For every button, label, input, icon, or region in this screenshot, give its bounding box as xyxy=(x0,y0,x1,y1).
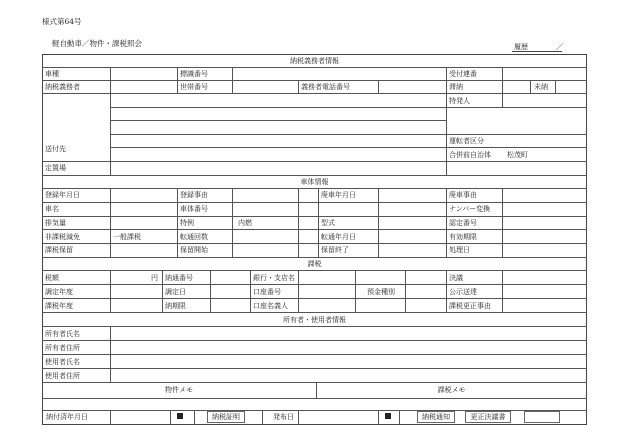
label-hold-start: 保留開始 xyxy=(180,246,208,254)
payment-certificate-button[interactable]: 納税証明 xyxy=(207,411,245,423)
issue-date-marker xyxy=(385,413,391,419)
section-vehicle-info: 車体情報 xyxy=(300,178,329,186)
label-transfer-date: 転通年月日 xyxy=(321,233,356,241)
label-hold-end: 保留終了 xyxy=(321,246,349,254)
label-plate-number: 標識番号 xyxy=(180,70,208,78)
value-general-taxation: 一般課税 xyxy=(113,233,141,241)
label-scrap-date: 廃車年月日 xyxy=(321,191,356,199)
label-settlement: 決議 xyxy=(449,274,463,282)
label-assessment-year: 調定年度 xyxy=(45,288,73,296)
label-account-number: 口座番号 xyxy=(253,288,281,296)
label-account-holder: 口座名義人 xyxy=(253,302,288,310)
label-vehicle-name: 車名 xyxy=(45,205,59,213)
history-slash: ／ xyxy=(556,43,563,51)
section-taxation: 課税 xyxy=(307,260,322,268)
label-special-case: 特例 xyxy=(180,219,194,227)
page-title: 軽自動車／物件・課税照会 xyxy=(52,39,142,48)
label-non-taxable-exemption: 非課税減免 xyxy=(45,233,80,241)
label-chassis-number: 車体番号 xyxy=(180,205,208,213)
label-operator-category: 運転者区分 xyxy=(449,137,484,145)
label-owner-address: 所有者住所 xyxy=(45,344,80,352)
payment-date-marker xyxy=(177,413,183,419)
label-plate-change: ナンバー変換 xyxy=(449,205,491,213)
label-deposit-type: 預金種別 xyxy=(367,288,395,296)
label-user-name: 使用者氏名 xyxy=(45,358,80,366)
label-scrap-reason: 廃車事由 xyxy=(449,191,477,199)
payment-notice-button[interactable]: 納税通知 xyxy=(417,411,455,423)
label-model: 型式 xyxy=(321,219,335,227)
label-displacement: 排気量 xyxy=(45,219,66,227)
label-taxpayer: 納税義務者 xyxy=(45,83,80,91)
label-fixed-location: 定置場 xyxy=(45,164,66,172)
label-registration-reason: 登録事由 xyxy=(180,191,208,199)
label-taxation-hold: 課税保留 xyxy=(45,246,73,254)
section-tax-memo: 課税メモ xyxy=(437,386,466,394)
label-special-person: 特発人 xyxy=(449,97,470,105)
label-reception-number: 受付連番 xyxy=(449,70,477,78)
label-delinquency: 滞納 xyxy=(449,83,463,91)
label-pre-merger-municipality: 合併前自治体 xyxy=(449,151,491,159)
label-bank-branch: 銀行・支店名 xyxy=(253,274,295,282)
label-processing-date: 処理日 xyxy=(449,246,470,254)
label-registration-date: 登録年月日 xyxy=(45,191,80,199)
label-tax-amount: 税額 xyxy=(45,274,59,282)
label-payment-number: 納通番号 xyxy=(165,274,193,282)
section-owner-user-info: 所有者・使用者情報 xyxy=(283,316,346,324)
label-yen: 円 xyxy=(151,274,158,282)
label-transfer-count: 転通回数 xyxy=(180,233,208,241)
section-taxpayer-info: 納税義務者情報 xyxy=(290,57,339,65)
label-user-address: 使用者住所 xyxy=(45,372,80,380)
blank-button[interactable] xyxy=(524,411,560,423)
label-public-notice: 公示送達 xyxy=(449,288,477,296)
label-unpaid: 未納 xyxy=(534,83,548,91)
correction-resolution-button[interactable]: 更正決議書 xyxy=(465,411,511,423)
label-certification-number: 認定番号 xyxy=(449,219,477,227)
form-number: 様式第64号 xyxy=(42,17,82,26)
label-taxpayer-phone: 義務者電話番号 xyxy=(301,83,350,91)
value-internal-combustion: 内燃 xyxy=(238,219,252,227)
label-issue-date: 発布日 xyxy=(273,413,294,421)
label-payment-date: 納付済年月日 xyxy=(46,413,88,421)
label-send-to: 送付先 xyxy=(45,145,66,153)
section-property-memo: 物件メモ xyxy=(165,386,193,394)
label-owner-name: 所有者氏名 xyxy=(45,330,80,338)
value-pre-merger-municipality: 松茂町 xyxy=(507,151,528,159)
label-tax-year: 課税年度 xyxy=(45,302,73,310)
label-correction-reason: 課税更正事由 xyxy=(449,302,491,310)
label-vehicle-type: 車種 xyxy=(45,70,59,78)
label-valid-period: 有効期限 xyxy=(449,233,477,241)
history-label: 履歴 xyxy=(514,43,528,51)
label-household-number: 世帯番号 xyxy=(180,83,208,91)
label-due-date: 納期限 xyxy=(165,302,186,310)
label-assessment-date: 調定日 xyxy=(165,288,186,296)
